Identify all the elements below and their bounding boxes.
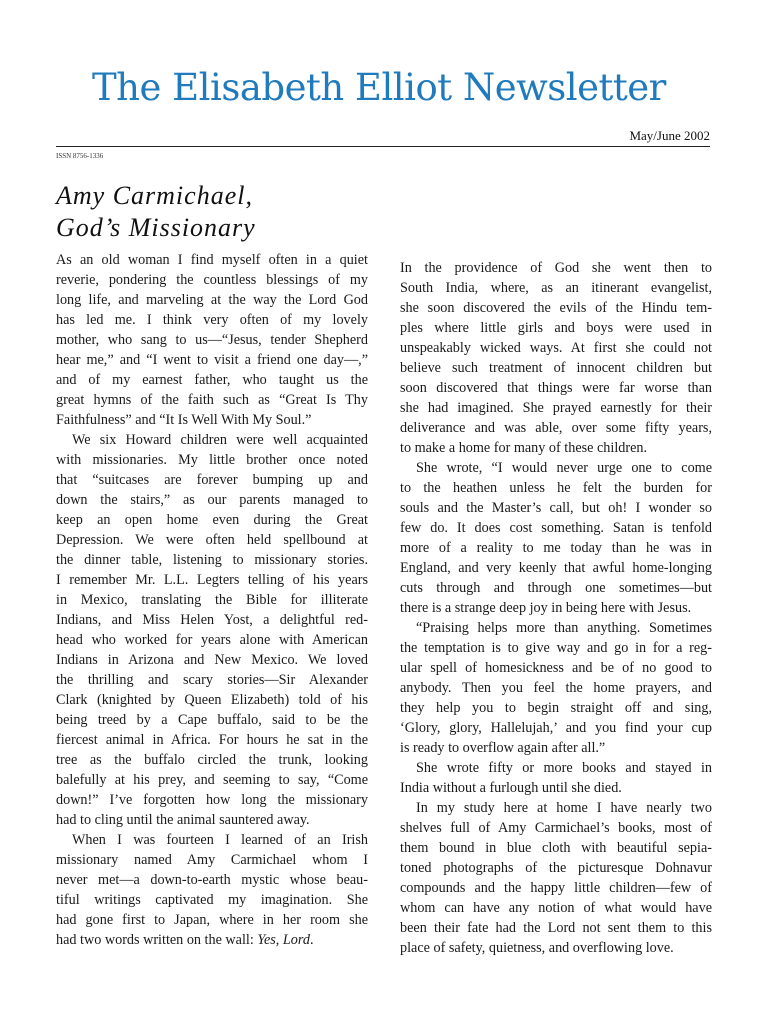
article-text-line: compounds and the happy little children—few of	[400, 880, 712, 896]
article-text-line: India without a furlough until she died.	[400, 780, 622, 796]
article-text-line: down!” I’ve forgotten how long the missionary	[56, 792, 368, 808]
column-top-spacer	[400, 250, 712, 258]
article-text-line: As an old woman I find myself often in a quiet	[56, 252, 368, 268]
article-text-line: hear me,” and “I went to visit a friend one day—,”	[56, 352, 368, 368]
article-text-line: reverie, pondering the countless blessings of my	[56, 272, 368, 288]
article-text-line: head who worked for years alone with American	[56, 632, 368, 648]
article-text-line: When I was fourteen I learned of an Irish	[72, 832, 368, 848]
article-text-line: cuts through and through one sometimes—but	[400, 580, 712, 596]
article-text-line: is ready to overflow again after all.”	[400, 740, 606, 756]
article-text-line: place of safety, quietness, and overflowing love.	[400, 940, 674, 956]
emphasis-text: Yes, Lord	[257, 932, 310, 948]
article-text-line: She wrote fifty or more books and stayed in	[416, 760, 712, 776]
article-text-line: the thrilling and scary stories—Sir Alexander	[56, 672, 368, 688]
article-text-line: Indians, and Miss Helen Yost, a delightful red-	[56, 612, 368, 628]
article-text-line: toned photographs of the picturesque Dohnavur	[400, 860, 712, 876]
article-text-line: the temptation is to give way and go in for a reg-	[400, 640, 712, 656]
article-text-line: fiercest animal in Africa. For hours he sat in the	[56, 732, 368, 748]
article-text-line: the dinner table, listening to missionary stories.	[56, 552, 368, 568]
article-text-line: She wrote, “I would never urge one to come	[416, 460, 712, 476]
article-text-line: keep an open home even during the Great	[56, 512, 368, 528]
article-text-line: them bound in blue cloth with beautiful sepia-	[400, 840, 712, 856]
masthead: The Elisabeth Elliot Newsletter	[92, 66, 666, 109]
article-text-line: never met—a down-to-earth mystic whose beau-	[56, 872, 368, 888]
article-text-line: great hymns of the faith such as “Great Is Thy	[56, 392, 368, 408]
article-text-line: down the stairs,” as our parents managed to	[56, 492, 368, 508]
article-text-line: mother, who sang to us—“Jesus, tender Shepherd	[56, 332, 368, 348]
article-text-line: she soon discovered the evils of the Hindu tem-	[400, 300, 712, 316]
article-title	[56, 180, 256, 244]
article-text-line: been their fate had the Lord not sent them to this	[400, 920, 712, 936]
article-text-line: souls and the Master’s call, but oh! I wonder so	[400, 500, 712, 516]
article-text-line: soon discovered that things were far worse than	[400, 380, 712, 396]
article-text-line: In the providence of God she went then to	[400, 260, 712, 276]
article-text-line: more of a reality to me today than he was in	[400, 540, 712, 556]
article-column-right	[400, 250, 712, 958]
article-text-line: Indians in Arizona and New Mexico. We loved	[56, 652, 368, 668]
article-text-line: We six Howard children were well acquainted	[72, 432, 368, 448]
article-text-line: believe such treatment of innocent children but	[400, 360, 712, 376]
article-title-line-1: Amy Carmichael,	[56, 181, 253, 210]
issn-number: ISSN 8756-1336	[56, 152, 104, 160]
article-text-line: long life, and marveling at the way the Lord God	[56, 292, 368, 308]
article-text-line: anybody. Then you feel the home prayers, and	[400, 680, 712, 696]
article-text-line: had two words written on the wall: Yes, Lord.	[56, 932, 314, 948]
article-text-line: has led me. I think very often of my lovely	[56, 312, 368, 328]
article-text-line: Clark (knighted by Queen Elizabeth) told of his	[56, 692, 368, 708]
article-text-line: in Mexico, translating the Bible for illiterate	[56, 592, 368, 608]
header-rule	[56, 146, 710, 147]
article-text-line: missionary named Amy Carmichael whom I	[56, 852, 368, 868]
article-text-line: shelves full of Amy Carmichael’s books, most of	[400, 820, 712, 836]
article-text-line: there is a strange deep joy in being here with Jesus.	[400, 600, 692, 616]
article-text-line: balefully at his prey, and seeming to say, “Come	[56, 772, 368, 788]
article-text-line: South India, where, as an itinerant evangelist,	[400, 280, 712, 296]
article-text-line: with missionaries. My little brother once noted	[56, 452, 368, 468]
article-text-line: to the heathen unless he felt the burden for	[400, 480, 712, 496]
article-text-line: and of my earnest father, who taught us the	[56, 372, 368, 388]
article-text-line: I remember Mr. L.L. Legters telling of his years	[56, 572, 368, 588]
article-text-line: ‘Glory, glory, Hallelujah,’ and you find your cup	[400, 720, 712, 736]
article-text-line: had gone first to Japan, where in her room she	[56, 912, 368, 928]
article-text-line: being treed by a Cape buffalo, said to be the	[56, 712, 368, 728]
article-title-line-2: God’s Missionary	[56, 213, 256, 242]
article-text-line: few do. It does cost something. Satan is tenfold	[400, 520, 712, 536]
article-text-line: tree as the buffalo circled the trunk, looking	[56, 752, 368, 768]
article-text-line: had to cling until the animal sauntered away.	[56, 812, 310, 828]
article-text-line: England, and very keenly that awful home-longing	[400, 560, 712, 576]
issue-date: May/June 2002	[629, 128, 710, 143]
article-text-line: tiful writings captivated my imagination. She	[56, 892, 368, 908]
article-text-line: to make a home for many of these children.	[400, 440, 648, 456]
article-text-line: Depression. We were often held spellbound at	[56, 532, 368, 548]
article-text-line: deliverance and was able, over some fifty years,	[400, 420, 712, 436]
article-text-line: “Praising helps more than anything. Sometimes	[416, 620, 712, 636]
sentence-end: .	[309, 932, 314, 948]
article-text-line: she had imagined. She prayed earnestly for their	[400, 400, 712, 416]
article-text-line: whom can have any notion of what would have	[400, 900, 712, 916]
article-text-line: In my study here at home I have nearly two	[416, 800, 712, 816]
article-text-line: unspeakably wicked ways. At first she could not	[400, 340, 712, 356]
article-column-left	[56, 250, 368, 950]
article-text-line: Faithfulness” and “It Is Well With My Soul.”	[56, 412, 312, 428]
article-text-line: ular spell of homesickness and be of no good to	[400, 660, 712, 676]
article-text-line: ples where little girls and boys were used in	[400, 320, 712, 336]
article-text-line: that “suitcases are forever bumping up and	[56, 472, 368, 488]
article-text-line: they help you to begin straight off and sing,	[400, 700, 712, 716]
